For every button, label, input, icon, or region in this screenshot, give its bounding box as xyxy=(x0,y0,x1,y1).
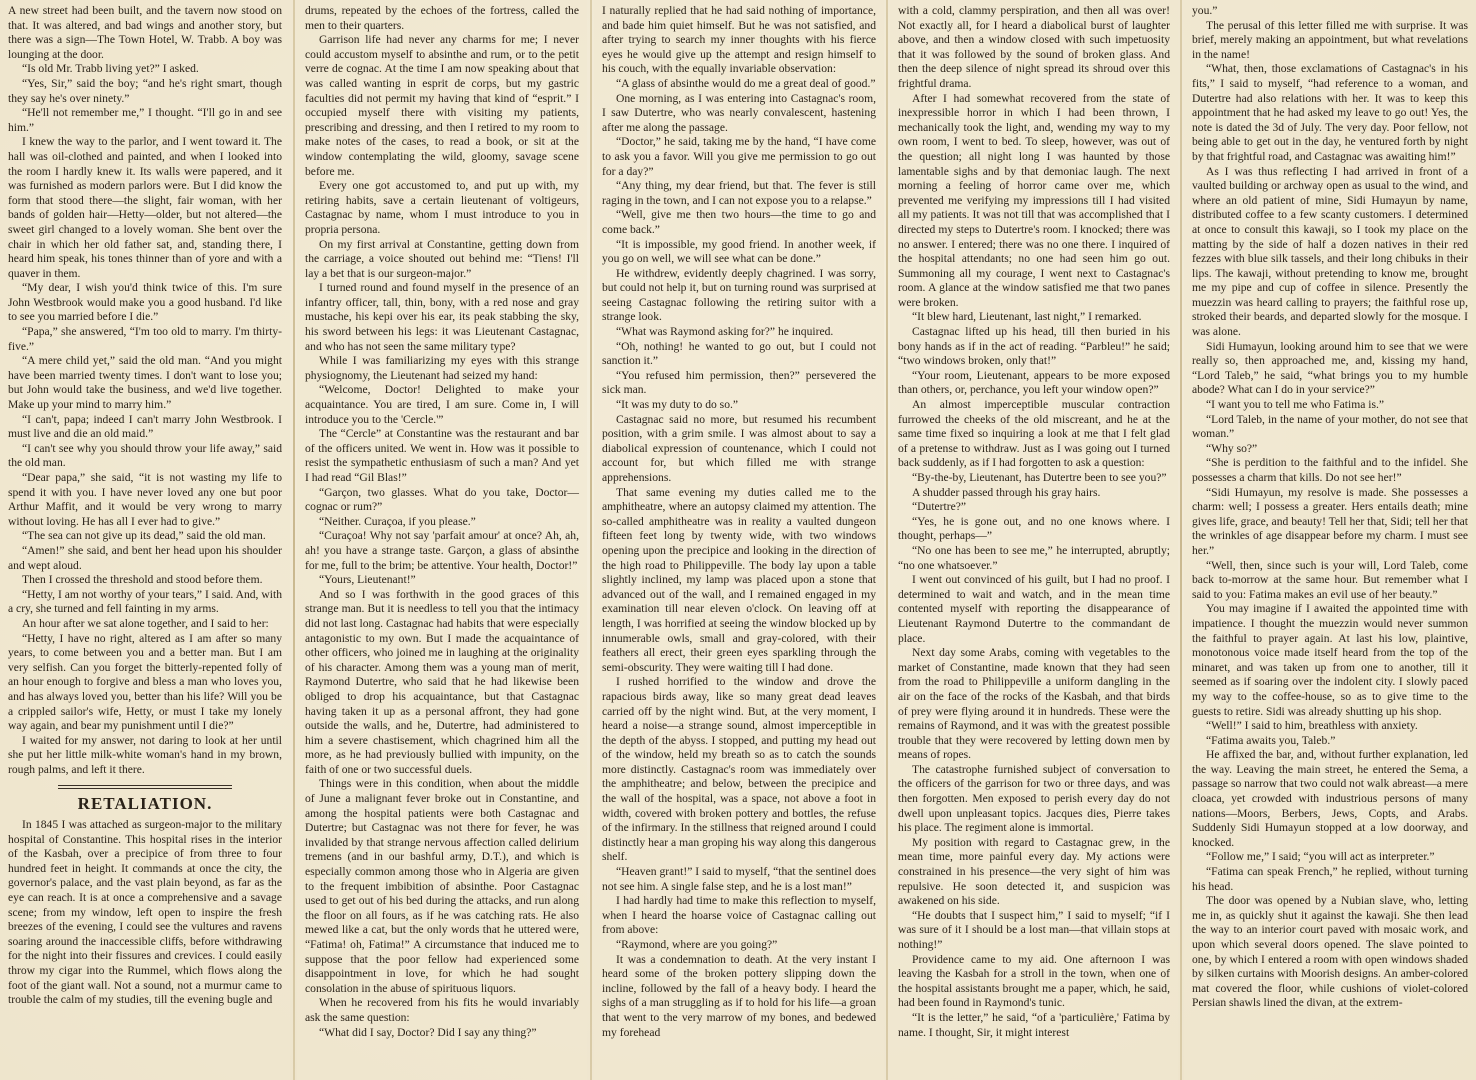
column-divider xyxy=(293,0,295,1080)
paragraph: “The sea can not give up its dead,” said the old man. xyxy=(22,529,266,543)
column-1 xyxy=(0,0,290,1080)
paragraph: “What did I say, Doctor? Did I say any thing?” xyxy=(319,1025,537,1039)
paragraph: “Fatima can speak French,” he replied, without turning his head. xyxy=(1192,865,1468,893)
paragraph: An hour after we sat alone together, and I said to her: xyxy=(22,616,269,630)
paragraph: “It was my duty to do so.” xyxy=(616,398,739,412)
paragraph: “I can't see why you should throw your life away,” said the old man. xyxy=(8,441,282,470)
paragraph: “Well!” I said to him, breathless with anxiety. xyxy=(1206,719,1418,733)
paragraph: “Your room, Lieutenant, appears to be more exposed than others, or, perchance, you left your window open?” xyxy=(898,368,1170,397)
paragraph: Next day some Arabs, coming with vegetables to the market of Constantine, made known that they had seen from the road to Philippeville a uniform dangling in the air on the face of the rocks of the Kasbah, and that birds of prey were flying around it in hundreds. These were the remains of Raymond, and it was with the greatest possible trouble that they were recovered by letting down men by means of ropes. xyxy=(898,646,1170,762)
paragraph: “Sidi Humayun, my resolve is made. She possesses a charm: well; I possess a greater. Hers entails death; mine gives life, grace, and beauty! Tell her that, Sidi; tell her that the wrinkles of age disappear before my charm. I must see her.” xyxy=(1192,485,1468,557)
paragraph: The perusal of this letter filled me with surprise. It was brief, merely making an appointment, but what revelations in the name! xyxy=(1192,18,1468,61)
paragraph: “What, then, those exclamations of Castagnac's in his fits,” I said to myself, “had reference to a woman, and Dutertre had also relations with her. It was to keep this appointment that he had asked my leave to go out! Yes, the note is dated the 3d of July. The very day. Poor fellow, not being able to get out in the day, he ventured forth by night by that frightful road, and Castagnac was awaiting him!” xyxy=(1192,62,1468,163)
paragraph: “He'll not remember me,” I thought. “I'll go in and see him.” xyxy=(8,106,282,134)
paragraph: I turned round and found myself in the presence of an infantry officer, tall, thin, bony, with a red nose and gray mustache, his kepi over his ear, its peak stabbing the sky, his sword between his legs: it was Lieutenant Castagnac, and who has not seen the same military type? xyxy=(305,281,579,353)
paragraph: “It is the letter,” he said, “of a 'particulière,' Fatima by name. I thought, Sir, it might interest xyxy=(898,1010,1170,1039)
article-heading: RETALIATION. xyxy=(77,794,213,814)
column-3 xyxy=(594,0,884,1080)
paragraph: “Is old Mr. Trabb living yet?” I asked. xyxy=(22,62,199,76)
paragraph: “Neither. Curaçoa, if you please.” xyxy=(319,514,476,528)
paragraph: “Yes, he is gone out, and no one knows where. I thought, perhaps—” xyxy=(898,514,1170,543)
column-divider xyxy=(1180,0,1182,1080)
paragraph: The “Cercle” at Constantine was the restaurant and bar of the officers united. We went in. How was it possible to resist the sympathetic enthusiasm of such a man? And yet I had read “Gil Blas!” xyxy=(305,427,579,484)
paragraph: “Fatima awaits you, Taleb.” xyxy=(1206,733,1336,747)
paragraph: I waited for my answer, not daring to look at her until she put her little milk-white woman's hand in my brown, rough palms, and left it there. xyxy=(8,733,282,776)
paragraph: “Welcome, Doctor! Delighted to make your acquaintance. You are tired, I am sure. Come in, I will introduce you to the 'Cercle.'” xyxy=(305,383,579,426)
paragraph: That same evening my duties called me to the amphitheatre, where an autopsy claimed my attention. The so-called amphitheatre was in reality a vaulted dungeon fifteen feet long by twenty wide, with two windows opening upon the precipice and looking in the direction of the high road to Philippeville. The body lay upon a table slightly inclined, my lamp was placed upon a stone that advanced out of the wall, and I remained engaged in my examination till near eleven o'clock. On leaving off at length, I was horrified at seeing the window blocked up by innumerable owls, small and gray-colored, with their feathers all erect, their green eyes sparkling through the semi-obscurity. They were waiting till I had done. xyxy=(602,485,876,674)
paragraph: A shudder passed through his gray hairs. xyxy=(912,485,1101,499)
paragraph: “Hetty, I am not worthy of your tears,” I said. And, with a cry, she turned and fell fainting in my arms. xyxy=(8,587,282,616)
paragraph: Providence came to my aid. One afternoon I was leaving the Kasbah for a stroll in the town, when one of the hospital assistants brought me a paper, which, he said, had been found in Raymond's tunic. xyxy=(898,952,1170,1010)
paragraph: “It blew hard, Lieutenant, last night,” I remarked. xyxy=(912,310,1142,324)
paragraph: “My dear, I wish you'd think twice of this. I'm sure John Westbrook would make you a good husband. I'd like to see you married before I die.” xyxy=(8,281,282,324)
paragraph: It was a condemnation to death. At the very instant I heard some of the broken pottery slipping down the incline, followed by the fall of a heavy body. I heard the sighs of a man struggling as if to hold for his life—a groan that went to the very marrow of my bones, and bedewed my forehead xyxy=(602,952,876,1039)
paragraph: “What was Raymond asking for?” he inquired. xyxy=(616,325,834,339)
paragraph: A new street had been built, and the tavern now stood on that. It was altered, and bad wings and another story, but there was a sign—The Town Hotel, W. Trabb. A boy was lounging at the door. xyxy=(8,4,282,61)
paragraph: “Raymond, where are you going?” xyxy=(616,938,778,951)
paragraph: “A glass of absinthe would do me a great deal of good.” xyxy=(616,76,876,90)
paragraph: After I had somewhat recovered from the state of inexpressible horror in which I had been thrown, I mechanically took the light, and, wending my way to my own room, I went to bed. To sleep, however, was out of the question; all night long I was haunted by those lamentable sighs and by that demoniac laugh. The next morning a feeling of horror came over me, which prevented me verifying my impressions till I had visited all my patients. It was not till that was accomplished that I directed my steps to Dutertre's room. I knocked; there was no answer. I entered; there was no one there. I inquired of the hospital attendants; no one had seen him go out. Summoning all my courage, I went next to Castagnac's room. A glance at the window satisfied me that two panes were broken. xyxy=(898,91,1170,309)
paragraph: “Doctor,” he said, taking me by the hand, “I have come to ask you a favor. Will you give me permission to go out for a day?” xyxy=(602,135,876,178)
column-4 xyxy=(890,0,1178,1080)
column-divider xyxy=(590,0,592,1080)
column-2 xyxy=(297,0,587,1080)
paragraph: “A mere child yet,” said the old man. “And you might have been married twenty times. I don't want to lose you; but John would take the business, and we'd live together. Make up your mind to marry him.” xyxy=(8,354,282,412)
paragraph: While I was familiarizing my eyes with this strange physiognomy, the Lieutenant had seized my hand: xyxy=(305,354,579,382)
paragraph: Garrison life had never any charms for me; I never could accustom myself to absinthe and rum, or to the petit verre de cognac. At the time I am now speaking about that was called wanting in esprit de corps, but my gastric faculties did not permit my having that kind of “esprit.” I occupied myself there with visiting my patients, prescribing and dressing, and then I retired to my room to make notes of the cases, to read a book, or sit at the window contemplating the wild, gloomy, savage scene before me. xyxy=(305,33,579,178)
paragraph: Castagnac said no more, but resumed his recumbent position, with a grim smile. I was almost about to say a diabolical expression of countenance, which I could not account for, but which filled me with strange apprehensions. xyxy=(602,412,876,484)
paragraph: I went out convinced of his guilt, but I had no proof. I determined to wait and watch, and in the mean time contented myself with reporting the disappearance of Lieutenant Raymond Dutertre to the commandant de place. xyxy=(898,573,1170,645)
paragraph: “Amen!” she said, and bent her head upon his shoulder and wept aloud. xyxy=(8,543,282,572)
column-5 xyxy=(1184,0,1476,1080)
paragraph: He affixed the bar, and, without further explanation, led the way. Leaving the main street, he entered the Sema, a passage so narrow that two could not walk abreast—a mere cloaca, yet crowded with industrious persons of many nations—Moors, Berbers, Jews, Copts, and Arabs. Suddenly Sidi Humayun stopped at a low doorway, and knocked. xyxy=(1192,748,1468,849)
paragraph: Sidi Humayun, looking around him to see that we were really so, then approached me, and, kissing my hand, “Lord Taleb,” he said, “what brings you to my humble abode? What can I do in your service?” xyxy=(1192,339,1468,397)
paragraph: “By-the-by, Lieutenant, has Dutertre been to see you?” xyxy=(912,471,1167,484)
paragraph: Castagnac lifted up his head, till then buried in his bony hands as if in the act of reading. “Parbleu!” he said; “two windows broken, only that!” xyxy=(898,325,1170,368)
paragraph: “Follow me,” I said; “you will act as interpreter.” xyxy=(1206,850,1435,864)
paragraph: In 1845 I was attached as surgeon-major to the military hospital of Constantine. This hospital rises in the interior of the Kasbah, over a precipice of from three to four hundred feet in height. It commands at once the city, the governor's palace, and the vast plain beyond, as far as the eye can reach. It is at once a comprehensive and a savage scene; from my window, left open to inspire the fresh breezes of the evening, I could see the vultures and ravens soaring around the inaccessible cliffs, before withdrawing for the night into their fissures and crevices. I could easily throw my cigar into the Rummel, which flows along the foot of the giant wall. Not a sound, not a murmur came to trouble the calm of my studies, till the evening bugle and xyxy=(8,818,282,1007)
paragraph: “Well, then, since such is your will, Lord Taleb, come back to-morrow at the same hour. But remember what I said to you: Fatima makes an evil use of her beauty.” xyxy=(1192,558,1468,601)
paragraph: I rushed horrified to the window and drove the rapacious birds away, like so many great dead leaves carried off by the night wind. But, at the very moment, I heard a noise—a strange sound, almost imperceptible in the depth of the abyss. I stopped, and putting my head out of the window, held my breath so as to catch the sounds more distinctly. Castagnac's room was immediately over the amphitheatre; and below, between the precipice and the wall of the hospital, was a space, not above a foot in width, covered with broken pottery and bottles, the refuse of the infirmary. In the stillness that reigned around I could distinctly hear a man groping his way along this dangerous shelf. xyxy=(602,675,876,864)
paragraph: “Well, give me then two hours—the time to go and come back.” xyxy=(602,208,876,236)
paragraph: “Lord Taleb, in the name of your mother, do not see that woman.” xyxy=(1192,412,1468,441)
paragraph: “He doubts that I suspect him,” I said to myself; “if I was sure of it I should be a lost man—that villain stops at nothing!” xyxy=(898,908,1170,951)
section-rule xyxy=(58,785,232,789)
paragraph: I knew the way to the parlor, and I went toward it. The hall was oil-clothed and painted, and when I looked into the room I hardly knew it. Its walls were papered, and it was furnished as modern parlors were. But I did know the form that stood there—the slight, fair woman, with her bands of golden hair—Hetty—older, but not altered—the sweet girl changed to a lovely woman. She bent over the chair in which her old father sat, and, standing there, I heard him speak, his tones thinner than of yore and with a quaver in them. xyxy=(8,135,282,280)
paragraph: you.” xyxy=(1192,4,1218,17)
paragraph: My position with regard to Castagnac grew, in the mean time, more painful every day. My actions were constrained in his presence—the very sight of him was repulsive. He soon detected it, and suspicion was awakened on his side. xyxy=(898,835,1170,908)
paragraph: The door was opened by a Nubian slave, who, letting me in, as quickly shut it against the kawaji. She then lead the way to an interior court paved with mosaic work, and upon which several doors opened. The slave pointed to one, by which I entered a room with open windows shaded by silken curtains with Moorish designs. An amber-colored mat covered the floor, while cushions of violet-colored Persian shawls lined the divan, at the extrem- xyxy=(1192,894,1468,1010)
paragraph: Things were in this condition, when about the middle of June a malignant fever broke out in Constantine, and among the hospital patients were both Castagnac and Dutertre; but Castagnac was not there for fever, he was invalided by that strange nervous affection called delirium tremens (and in our bashful army, D.T.), and which is especially common among those who in Algeria are given to the frequent imbibition of absinthe. Poor Castagnac used to get out of his bed during the attacks, and run along the floor on all fours, as if he was catching rats. He also mewed like a cat, but the only words that he uttered were, “Fatima! oh, Fatima!” A circumstance that induced me to suppose that the poor fellow had experienced some disappointment in love, for which he had sought consolation in the abuse of spirituous liquors. xyxy=(305,777,579,995)
paragraph: The catastrophe furnished subject of conversation to the officers of the garrison for two or three days, and was then forgotten. Men exposed to perish every day do not dwell upon unpleasant topics. Jacques dies, Pierre takes his place. The regiment alone is immortal. xyxy=(898,762,1170,835)
paragraph: One morning, as I was entering into Castagnac's room, I saw Dutertre, who was nearly convalescent, hastening after me along the passage. xyxy=(602,91,876,134)
paragraph: “It is impossible, my good friend. In another week, if you go on well, we will see what can be done.” xyxy=(602,237,876,266)
paragraph: I had hardly had time to make this reflection to myself, when I heard the hoarse voice of Castagnac calling out from above: xyxy=(602,894,876,937)
paragraph: Then I crossed the threshold and stood before them. xyxy=(22,573,263,587)
paragraph: “Why so?” xyxy=(1206,441,1258,455)
paragraph: And so I was forthwith in the good graces of this strange man. But it is needless to tell you that the intimacy did not last long. Castagnac had habits that were especially antagonistic to my own. But I made the acquaintance of other officers, who joined me in laughing at the originality of his character. Among them was a young man of merit, Raymond Dutertre, who said that he had likewise been obliged to drop his acquaintance, but that Castagnac having taken it up as a personal affront, they had gone outside the walls, and he, Dutertre, had administered to him a severe chastisement, which chagrined him all the more, as he had previously bullied with impunity, on the faith of one or two successful duels. xyxy=(305,587,579,776)
paragraph: “Heaven grant!” I said to myself, “that the sentinel does not see him. A single false step, and he is a lost man!” xyxy=(602,865,876,893)
paragraph: “She is perdition to the faithful and to the infidel. She possesses a charm that kills. Do not see her!” xyxy=(1192,456,1468,484)
paragraph: When he recovered from his fits he would invariably ask the same question: xyxy=(305,996,579,1024)
paragraph: “Yours, Lieutenant!” xyxy=(319,573,416,587)
paragraph: “Papa,” she answered, “I'm too old to marry. I'm thirty-five.” xyxy=(8,325,282,353)
paragraph: He withdrew, evidently deeply chagrined. I was sorry, but could not help it, but on turning round was surprised at seeing Castagnac following the retiring suitor with a strange look. xyxy=(602,266,876,324)
paragraph: drums, repeated by the echoes of the fortress, called the men to their quarters. xyxy=(305,4,579,32)
paragraph: Every one got accustomed to, and put up with, my retiring habits, save a certain lieutenant of voltigeurs, Castagnac by name, whom I must introduce to you in propria persona. xyxy=(305,179,579,236)
paragraph: You may imagine if I awaited the appointed time with impatience. I thought the muezzin would never summon the faithful to prayer again. At last his low, plaintive, monotonous voice made itself heard from the top of the minaret, and was taken up from one to another, till it seemed as if soaring over the indolent city. I slowly paced my way to the coffee-house, so as to give time to the guests to retire. Sidi was already shutting up his shop. xyxy=(1192,602,1468,718)
paragraph: On my first arrival at Constantine, getting down from the carriage, a voice shouted out behind me: “Tiens! I'll lay a bet that is our surgeon-major.” xyxy=(305,237,579,280)
paragraph: “Hetty, I have no right, altered as I am after so many years, to come between you and a better man. But I am very selfish. Can you forget the bitterly-repented folly of an hour enough to forgive and bless a man who loves you, and has always loved you, better than his life? Will you be a crippled sailor's wife, Hetty, or must I take my lonely way again, and bear my punishment until I die?” xyxy=(8,631,282,733)
paragraph: “Any thing, my dear friend, but that. The fever is still raging in the town, and I can not expose you to a relapse.” xyxy=(602,179,876,207)
paragraph: with a cold, clammy perspiration, and then all was over! Not exactly all, for I heard a diabolical burst of laughter above, and then a window closed with such impetuosity that it was followed by the sound of broken glass. And then the deep silence of night spread its shroud over this frightful drama. xyxy=(898,4,1170,90)
paragraph: “Curaçoa! Why not say 'parfait amour' at once? Ah, ah, ah! you have a strange taste. Garçon, a glass of absinthe for me, full to the brim; be attentive. Your health, Doctor!” xyxy=(305,529,579,572)
paragraph: “No one has been to see me,” he interrupted, abruptly; “no one whatsoever.” xyxy=(898,543,1170,572)
paragraph: “You refused him permission, then?” persevered the sick man. xyxy=(602,368,876,397)
column-divider xyxy=(886,0,888,1080)
paragraph: “I can't, papa; indeed I can't marry John Westbrook. I must live and die an old maid.” xyxy=(8,412,282,441)
paragraph: I naturally replied that he had said nothing of importance, and bade him quiet himself. But he was not satisfied, and after trying to search my inner thoughts with his fierce eyes he would give up the attempt and resign himself to his couch, with the equally invariable observation: xyxy=(602,4,876,76)
paragraph: As I was thus reflecting I had arrived in front of a vaulted building or archway open as usual to the wind, and where an old patient of mine, Sidi Humayun by name, distributed coffee to a few scanty customers. I determined at once to consult this kawaji, so I took my place on the matting by the side of half a dozen natives in their red fezzes with blue silk tassels, and their long chibuks in their lips. The kawaji, without pretending to know me, brought me my pipe and cup of coffee in silence. Presently the muezzin was heard calling to prayers; the faithful rose up, stroked their beards, and departed slowly for the mosque. I was alone. xyxy=(1192,164,1468,339)
paragraph: “Yes, Sir,” said the boy; “and he's right smart, though they say he's over ninety.” xyxy=(8,76,282,105)
paragraph: “I want you to tell me who Fatima is.” xyxy=(1206,398,1385,412)
paragraph: “Garçon, two glasses. What do you take, Doctor—cognac or rum?” xyxy=(305,485,579,514)
paragraph: “Dear papa,” she said, “it is not wasting my life to spend it with you. I have never loved any one but poor Arthur Maffit, and it would be very wrong to marry without loving. He has all I ever had to give.” xyxy=(8,471,282,528)
paragraph: “Dutertre?” xyxy=(912,500,967,514)
paragraph: An almost imperceptible muscular contraction furrowed the cheeks of the old miscreant, and he at the same time fixed so inquiring a look at me that I felt glad of a pretense to withdraw. Just as I was going out I turned back suddenly, as if I had forgotten to ask a question: xyxy=(898,398,1170,470)
paragraph: “Oh, nothing! he wanted to go out, but I could not sanction it.” xyxy=(602,339,876,368)
